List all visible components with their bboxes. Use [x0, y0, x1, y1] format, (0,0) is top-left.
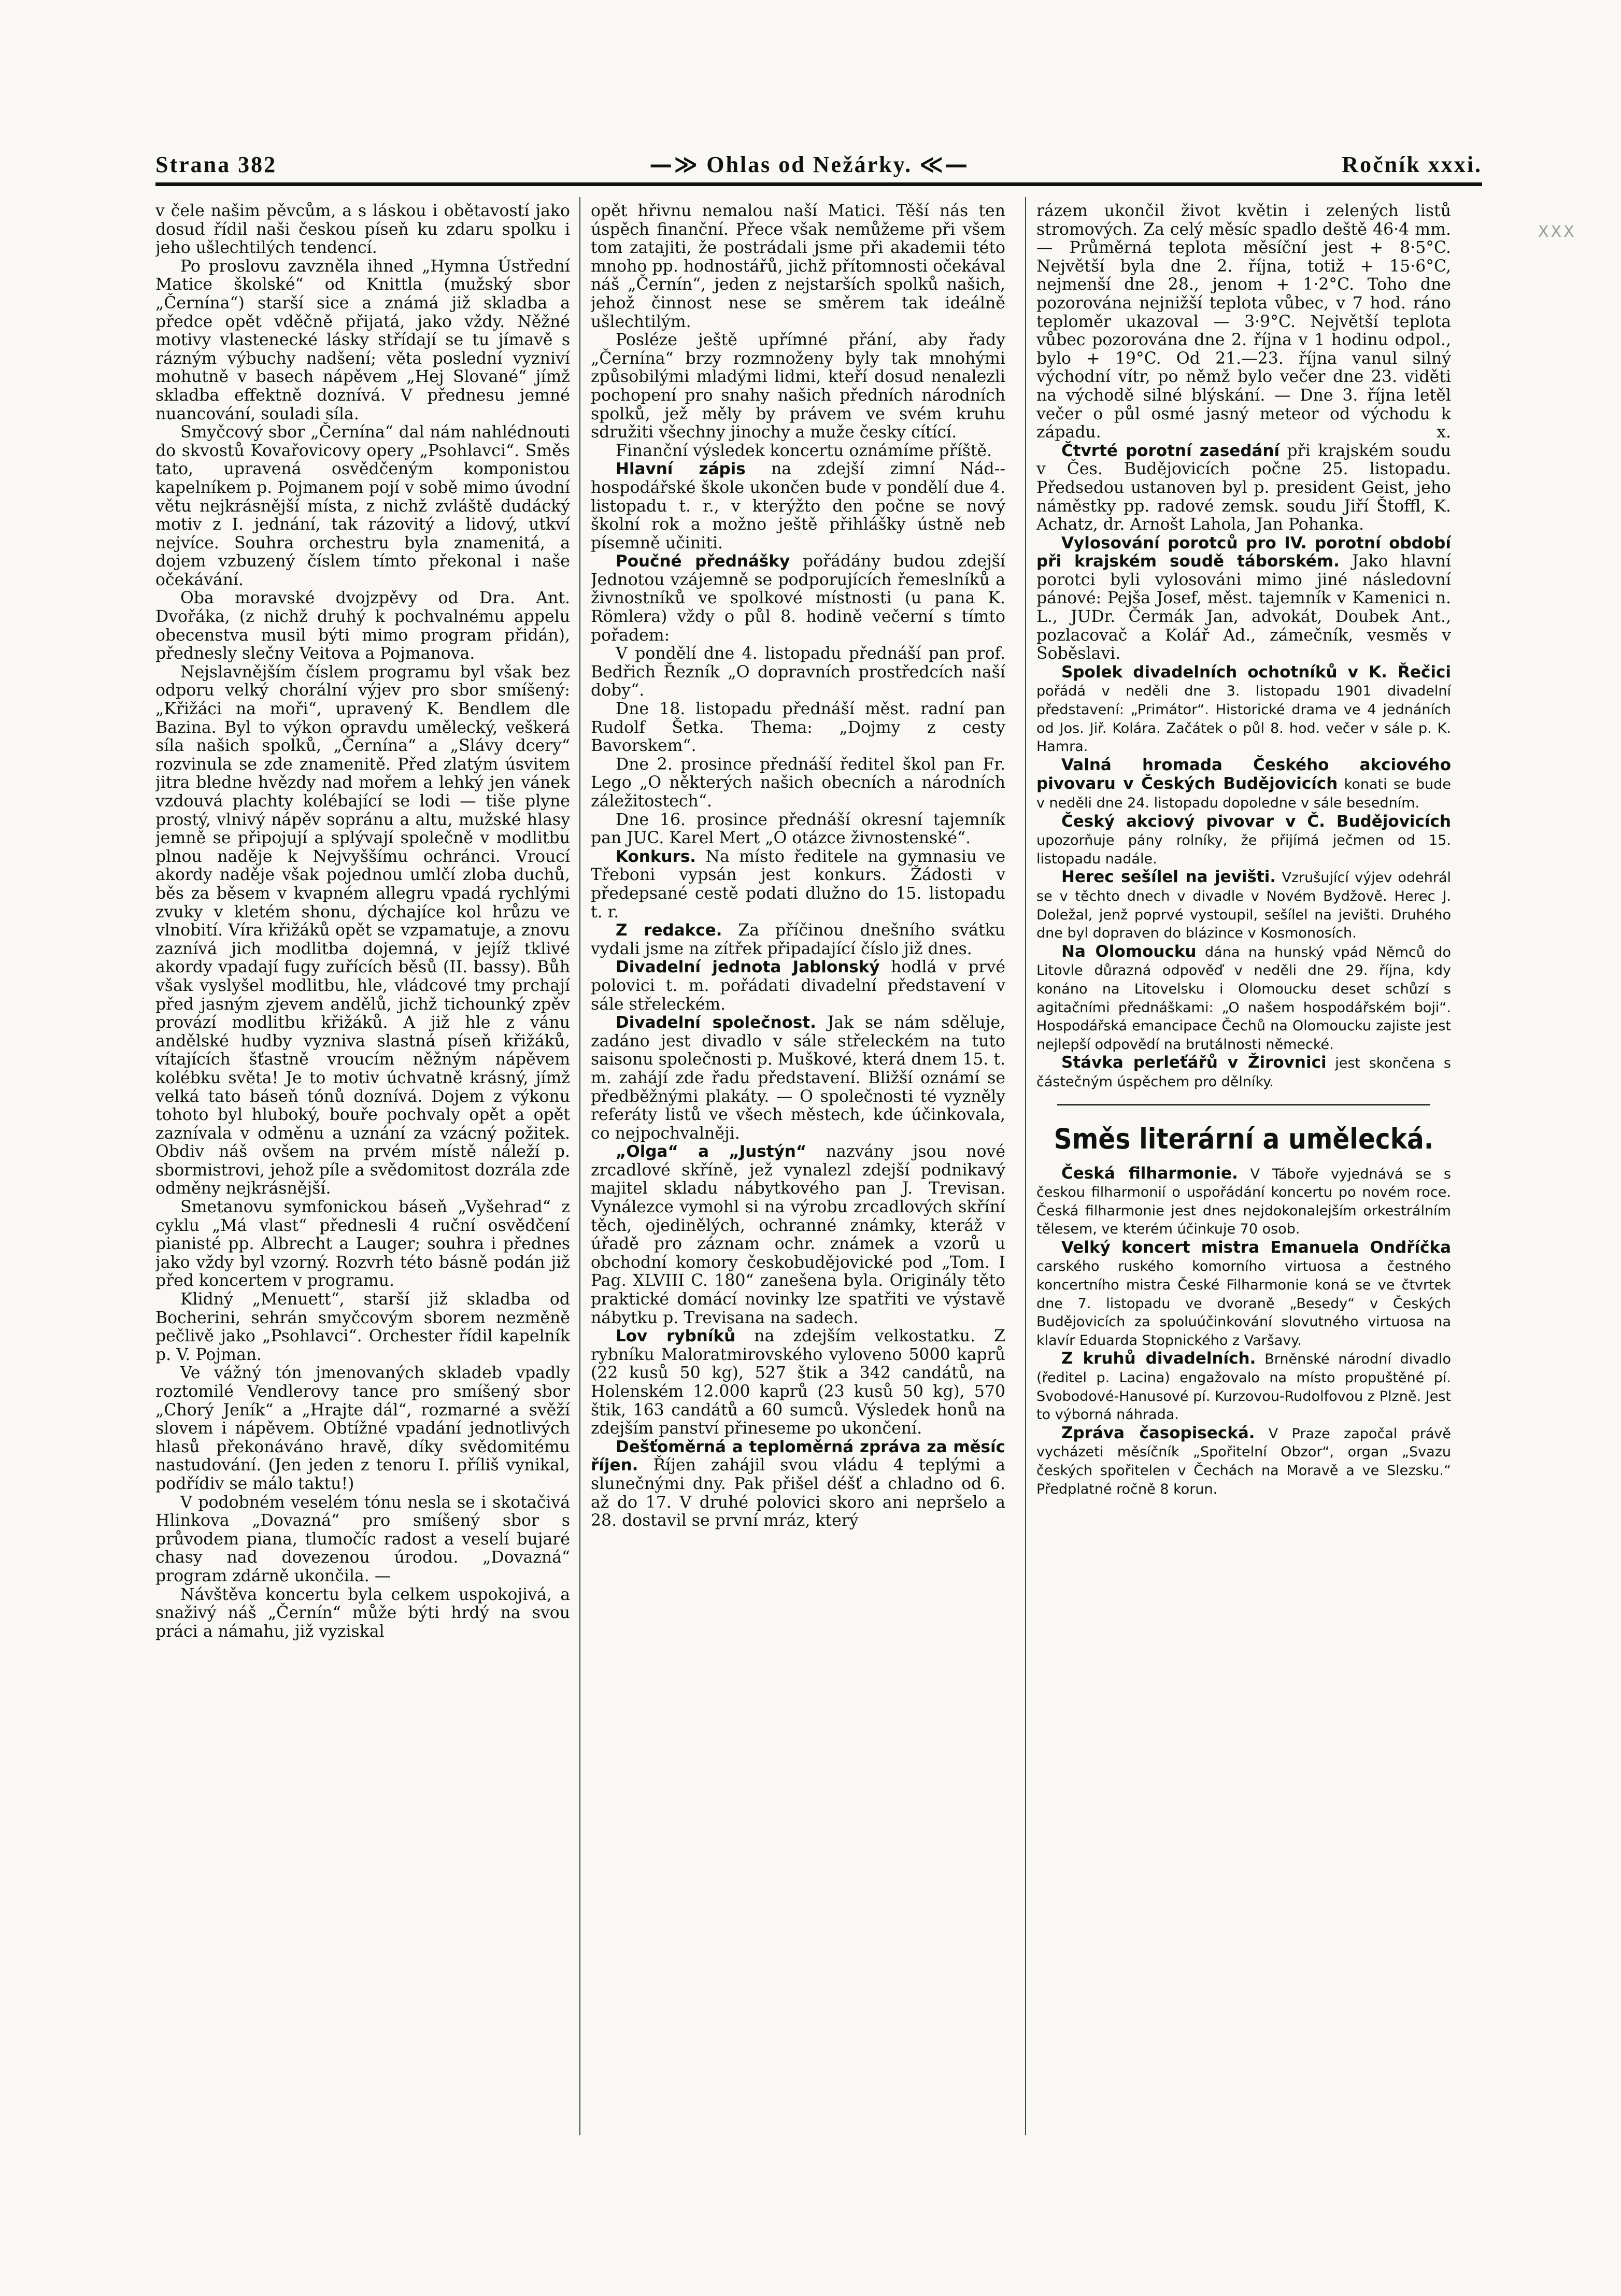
- news-heading: Na Olomoucku: [1061, 942, 1197, 961]
- news-heading: Velký koncert mistra Emanuela Ondříčka: [1061, 1238, 1451, 1257]
- publication-title: Ohlas od Nežárky.: [706, 151, 913, 177]
- paragraph: Dne 18. listopadu přednáší měst. radní pan Rudolf Šetka. Thema: „Dojmy z cesty Bavorskem“.: [591, 700, 1005, 756]
- news-text: nazvány jsou nové zrcadlové skříně, jež vynalezl zdejší podnikavý majitel skladu nábytkového pan J. Trevisan. Vynálezce vymohl si na výrobu zrcadlových skříní těch, ojedinělých, ochranné známky, kteráž v úřadě pro záznam ochr. známek a vzorů u obchodní komory českobudějovické pod „Tom. I Pag. XLVIII C. 180“ zanešena byla. Originály těto praktické domácí novinky lze spatřiti ve výstavě nábytku p. Trevisana na sadech.: [591, 1142, 1005, 1327]
- paragraph: Dne 16. prosince přednáší okresní tajemník pan JUC. Karel Mert „O otázce živnostenské“.: [591, 810, 1005, 848]
- news-heading: Divadelní jednota Jablonský: [616, 958, 880, 977]
- news-item: [591, 848, 1005, 922]
- news-text: Jako hlavní porotci byli vylosováni mimo jiné následovní pánové: Pejša Josef, měst. tajemník v Kamenici n. L., JUDr. Čermák Jan, advokát, Doubek Ant., pozlacovač a Kolář Ad., zámečník, vesměs v Soběslavi.: [1036, 552, 1451, 663]
- news-item: [1036, 813, 1451, 869]
- signature: x.: [1437, 423, 1451, 442]
- news-text: Na místo ředitele na gymnasiu ve Třeboni vypsán jest konkurs. Žádosti v předepsané cestě podati dlužno do 15. listopadu t. r.: [591, 847, 1005, 922]
- news-text: jest skončena s částečným úspěchem pro dělníky.: [1036, 1055, 1451, 1090]
- news-text: Jak se nám sděluje, zadáno jest divadlo v sále střeleckém na tuto saisonu společnosti p. Muškové, která dnem 15. t. m. zahájí zde řadu představení. Bližší oznámí se předběžnými plakáty. — O společnosti té vyzněly referáty listů ve všech městech, kde účinkovala, co nejpochvalněji.: [591, 1013, 1005, 1143]
- section-title: Směs literární a umělecká.: [1054, 1122, 1434, 1155]
- news-text: Brněnské národní divadlo (ředitel p. Lacina) engažovalo na místo propuštěné pí. Svobodové-Hanusové pí. Kurzovou-Rudolfovou z Plzně. Jest to výborná náhrada.: [1036, 1351, 1451, 1423]
- paragraph: v čele našim pěvcům, a s láskou i obětavostí jako dosud řídil naši českou píseň ku zdaru spolku i jeho ušlechtilých tendencí.: [155, 202, 570, 258]
- news-heading: Česká filharmonie.: [1061, 1164, 1238, 1183]
- news-item: [591, 1327, 1005, 1438]
- paragraph: Po proslovu zavzněla ihned „Hymna Ústřední Matice školské“ od Knittla (mužský sbor „Černína“) starší sice a známá již skladba a předce opět vděčně přijatá, jako vždy. Něžné motivy vlastenecké lásky střídají se tu jímavě s rázným výbuchy nadšení; věta poslední vyzniví mohutně v basech nápěvem „Hej Slované“ jímž skladba effektně doznívá. V přednesu jemné nuancování, souladi síla.: [155, 257, 570, 423]
- section-divider: [1057, 1104, 1430, 1106]
- news-item: [1036, 1054, 1451, 1091]
- news-heading: Divadelní společnost.: [616, 1013, 816, 1032]
- news-text: hodlá v prvé polovici t. m. pořádati divadelní představení v sále střeleckém.: [591, 958, 1005, 1014]
- news-item: [1036, 1350, 1451, 1424]
- news-heading: „Olga“ a „Justýn“: [616, 1142, 807, 1161]
- news-item: [1036, 442, 1451, 534]
- news-item: [591, 958, 1005, 1014]
- news-text: pořádá v neděli dne 3. listopadu 1901 divadelní představení: „Primátor“. Historické drama ve 4 jednáních od Jos. Jiř. Kolára. Začátek o půl 8. hod. večer v sále p. K. Hamra.: [1036, 683, 1451, 755]
- page-header: [155, 146, 1482, 182]
- news-heading: Valná hromada Českého akciového pivovaru v Českých Budějovicích: [1036, 755, 1451, 793]
- news-heading: Zpráva časopisecká.: [1061, 1423, 1255, 1442]
- news-text: dána na hunský vpád Němců do Litovle důrazná odpověď v neděli dne 29. října, kdy konáno na Litovelsku i Olomoucku deset schůzí s agitačními přednáškami: „O našem hospodářském boji“. Hospodářská emancipace Čechů na Olomoucku zajiste jest nejlepší odpovědí na brutálnosti německé.: [1036, 944, 1451, 1053]
- paragraph: Posléze ještě upřímné přání, aby řady „Černína“ brzy rozmnoženy byly tak mnohými způsobilými mladými lidmi, kteří dosud nenalezli pochopení pro snahy našich předních národních spolků, jež měly by právem ve svém kruhu sdružiti všechny jinochy a muže česky cítící.: [591, 331, 1005, 442]
- news-text: Říjen zahájil svou vládu 4 teplými a slunečnými dny. Pak přišel déšť a chladno od 6. až do 17. V druhé polovici skoro ani nepršelo a 28. dostavil se první mráz, který: [591, 1456, 1005, 1530]
- news-heading: Čtvrté porotní zasedání: [1061, 441, 1280, 460]
- news-item: [1036, 868, 1451, 942]
- news-item: [1036, 756, 1451, 813]
- ornament-right-icon: ≪—: [919, 151, 970, 178]
- news-text: při krajském soudu v Čes. Budějovicích počne 25. listopadu. Předsedou ustanoven byl p. president Geist, jeho náměstky pp. radové zemsk. soudu Jiří Štoffl, K. Achatz, dr. Arnošt Lahola, Jan Pohanka.: [1036, 441, 1451, 534]
- news-heading: Dešťoměrná a teploměrná zpráva za měsíc říjen.: [591, 1437, 1005, 1475]
- news-heading: Stávka perleťářů v Žirovnici: [1061, 1053, 1327, 1072]
- paragraph: Smyčcový sbor „Černína“ dal nám nahlédnouti do skvostů Kovařovicovy opery „Psohlavci“. Směs tato, upravená osvědčeným komponistou kapelníkem p. Pojmanem pojí v sobě mimo úvodní větu nejkrásnější místa, z nichž zvláště dudácký motiv z I. jednání, tak rázovitý a lidový, utkví nejvíce. Souhra orchestru byla znamenitá, a dojem vzbuzený číslem tímto překonal i naše očekávání.: [155, 423, 570, 589]
- news-heading: Hlavní zápis: [616, 460, 746, 479]
- news-heading: Z redakce.: [616, 921, 722, 940]
- news-text: carského ruského komorního virtuosa a čestného koncertního mistra České Filharmonie koná se ve čtvrtek dne 7. listopadu ve dvoraně „Besedy“ v Českých Budějovicích za spoluúčinkování slovutného virtuosa na klavír Eduarda Stopnického z Varšavy.: [1036, 1258, 1451, 1349]
- news-text: V Praze započal právě vycházeti měsíčník „Spořitelní Obzor“, organ „Svazu českých spořitelen v Čechách na Moravě a ve Slezsku.“ Předplatné ročně 8 korun.: [1036, 1425, 1451, 1497]
- small-print-block: [1036, 663, 1451, 1092]
- news-item: [1036, 534, 1451, 663]
- news-item: [1036, 663, 1451, 756]
- paragraph: Nejslavnějším číslem programu byl však bez odporu velký chorální výjev pro sbor smíšený: „Křižáci na moři“, upravený K. Bendlem dle Bazina. Byl to výkon opravdu umělecký, veškerá síla našich spolků, „Černína“ a „Slávy dcery“ rozvinula se zde znamenitě. Před zlatým úsvitem jitra bledne hvězdy nad mořem a lehký jen vánek vzdouvá plachty kolébající se lodi — tiše plyne prostý, vlnivý nápěv sopránu a altu, mužské hlasy jemně se připojují a splývají společně v modlitbu plnou naděje k Nejvyššímu ochránci. Vroucí akordy naděje však pojednou umlčí zloba duchů, běs za běsem v kvapném allegru vpadá rychlými zvuky v kletém shonu, dýchajíce kol hrůzu ve vlnobití. Víra křižáků opět se vzpamatuje, a znovu zaznívá jich modlitba dojemná, v jejíž tklivé akordy vpadají fugy zuřících běsů (II. bassy). Bůh však vyslyšel modlitbu, hle, vládcové tmy prchají před jasným zjevem andělů, jichž tichounký zpěv provází modlitbu křižáků. A již hle z vánu andělské hudby vyzniva slastná píseň křižáků, vítajících šťastně vroucím něžným nápěvem kolébku světa! Je to motiv úchvatně krásný, jímž velká tato báseň tónů doznívá. Dojem z výkonu tohoto byl hluboký, bouře pochvaly opět a opět zaznívala v odměnu a uznání za vzácný požitek. Obdiv náš ovšem na prvém místě náleží p. sbormistrovi, jehož píle a svědomitost dozrála zde odměny nejkrásnější.: [155, 662, 570, 1198]
- news-heading: Český akciový pivovar v Č. Budějovicích: [1061, 812, 1451, 831]
- paragraph: Návštěva koncertu byla celkem uspokojivá, a snaživý náš „Černín“ může býti hrdý na svou práci a námahu, již vyziskal: [155, 1585, 570, 1641]
- news-text: konati se bude v neděli dne 24. listopadu dopoledne v sále besedním.: [1036, 776, 1451, 811]
- news-item: [591, 922, 1005, 958]
- news-text: upozorňuje pány rolníky, že přijímá ječmen od 15. listopadu nadále.: [1036, 832, 1451, 867]
- news-text: na zdejší zimní hospodářské škole ukončen bude v pondělí due 4. listopadu t. r., v kterýžto den počne se nový školní rok a možno ještě přihlášky ústně neb písemně učiniti.: [591, 460, 1005, 552]
- volume-number: Ročník xxxi.: [1342, 151, 1482, 177]
- news-item: [591, 1143, 1005, 1327]
- page-number: Strana 382: [155, 151, 277, 177]
- paragraph: Dne 2. prosince přednáší ředitel škol pan Fr. Lego „O některých našich obecních a národních záležitostech“.: [591, 755, 1005, 811]
- small-print-block: [1036, 1165, 1451, 1499]
- masthead: [649, 151, 969, 178]
- news-item: [1036, 1165, 1451, 1239]
- news-heading: Konkurs.: [616, 847, 696, 866]
- column-3: [1036, 202, 1451, 2130]
- news-heading: Poučné přednášky: [616, 552, 790, 571]
- news-heading: Spolek divadelních ochotníků v K. Řečici: [1061, 662, 1451, 682]
- news-text: V Táboře vyjednává se s českou filharmonií o uspořádání koncertu po novém roce. Česká filharmonie jest dnes nejdokonalejším orkestrálním tělesem, ve kterém účinkuje 70 osob.: [1036, 1166, 1451, 1238]
- news-text: pořádány budou zdejší Jednotou vzájemně se podporujících řemeslníků a živnostníků ve spolkové místnosti (u pana K. Römlera) vždy o půl 8. hodině večerní s tímto pořadem:: [591, 552, 1005, 645]
- header-rule: [155, 182, 1482, 186]
- news-item: [1036, 943, 1451, 1054]
- paragraph: Klidný „Menuett“, starší již skladba od Bocherini, sehrán smyčcovým sborem nezměně pečlivě jako „Psohlavci“. Orchester řídil kapelník p. V. Pojman.: [155, 1290, 570, 1364]
- paragraph: opět hřivnu nemalou naší Matici. Těší nás ten úspěch finanční. Přece však nemůžeme při všem tom zatajiti, že postrádali jsme při akademii této mnoho pp. hodnostářů, jichž přítomnosti očekával náš „Černín“, jeden z nejstarších spolků našich, jehož činnost nese se směrem tak ideálně ušlechtilým.: [591, 202, 1005, 331]
- paragraph: V podobném veselém tónu nesla se i skotačivá Hlinkova „Dovazná“ pro smíšený sbor s průvodem piana, tlumočíc radost a veselí bujaré chasy nad dovezenou úrodou. „Dovazná“ program zdárně ukončila. —: [155, 1493, 570, 1585]
- news-heading: Herec sešílel na jevišti.: [1061, 868, 1276, 887]
- column-1: [155, 202, 570, 2130]
- signature: Nád--: [960, 460, 1005, 479]
- news-text: Vzrušující výjev odehrál se v těchto dnech v divadle v Novém Bydžově. Herec J. Doležal, jenž poprvé vystoupil, sešílel na jevišti. Druhého dne byl dopraven do blázince v Kosmonosích.: [1036, 870, 1451, 942]
- news-text: Za příčinou dnešního svátku vydali jsme na zítřek připadající číslo již dnes.: [591, 921, 1005, 958]
- news-item: [1036, 1424, 1451, 1498]
- news-item: [591, 1014, 1005, 1143]
- news-heading: Lov rybníků: [616, 1327, 736, 1346]
- news-item: [591, 552, 1005, 645]
- paragraph: Ve vážný tón jmenovaných skladeb vpadly roztomilé Vendlerovy tance pro smíšený sbor „Chorý Jeník“ a „Hrajte dál“, rozmarné a svěží slovem i nápěvem. Obtížné vpadání jednotlivých hlasů překonáváno hravě, díky svědomitému nastudování. (Jen jeden z tenoru I. příliš vynikal, podřídiv se málo taktu!): [155, 1364, 570, 1493]
- news-item: [1036, 1239, 1451, 1350]
- paragraph: Oba moravské dvojzpěvy od Dra. Ant. Dvořáka, (z nichž druhý k pochvalnému appelu obecenstva musil býti mimo program přidán), přednesly slečny Veitova a Pojmanova.: [155, 589, 570, 663]
- news-item: [591, 1438, 1005, 1530]
- ornament-left-icon: —≫: [649, 151, 700, 178]
- paragraph: Smetanovu symfonickou báseň „Vyšehrad“ z cyklu „Má vlast“ přednesli 4 ruční osvědčení pianisté pp. Albrecht a Lauger; souhra i přednes jako vždy byl vzorný. Rozvrh této básně podán již před koncertem v programu.: [155, 1198, 570, 1291]
- paragraph: [1036, 202, 1451, 442]
- news-heading: Vylosování porotců pro IV. porotní období při krajském soudě táborském.: [1036, 533, 1451, 571]
- paragraph-text: rázem ukončil život květin i zelených listů stromových. Za celý měsíc spadlo deště 46·4 mm. — Průměrná teplota měsíční jest + 8·5°C. Největší byla dne 2. října, totiž + 15·6°C, nejmenší dne 28., jenom + 1·2°C. Toho dne pozorována nejnižší teplota vůbec, v 7 hod. ráno teploměr ukazoval — 3·9°C. Největší teplota vůbec pozorována dne 2. října v 1 hodinu odpol., bylo + 19°C. Od 21.—23. října vanul silný východní vítr, po němž bylo večer dne 23. viděti na východě silné blýskání. — Dne 3. října letěl večer o půl osmé jasný meteor od východu k západu.: [1036, 202, 1451, 442]
- column-2: [591, 202, 1005, 2130]
- paragraph: V pondělí dne 4. listopadu přednáší pan prof. Bedřich Řezník „O dopravních prostředcích naší doby“.: [591, 644, 1005, 700]
- column-divider-1: [579, 197, 580, 2135]
- news-text: na zdejším velkostatku. Z rybníku Maloratmirovského vyloveno 5000 kaprů (22 kusů 50 kg), 527 štik a 342 candátů, na Holenském 12.000 kaprů (23 kusů 50 kg), 570 štik, 163 candátů a 60 sumců. Výsledek honů na zdejším panství přineseme po ukončení.: [591, 1327, 1005, 1438]
- column-divider-2: [1025, 197, 1026, 2135]
- news-heading: Z kruhů divadelních.: [1061, 1349, 1256, 1368]
- margin-mark: XXX: [1538, 223, 1576, 241]
- paragraph-text: Finanční výsledek koncertu oznámíme příště.: [616, 441, 992, 460]
